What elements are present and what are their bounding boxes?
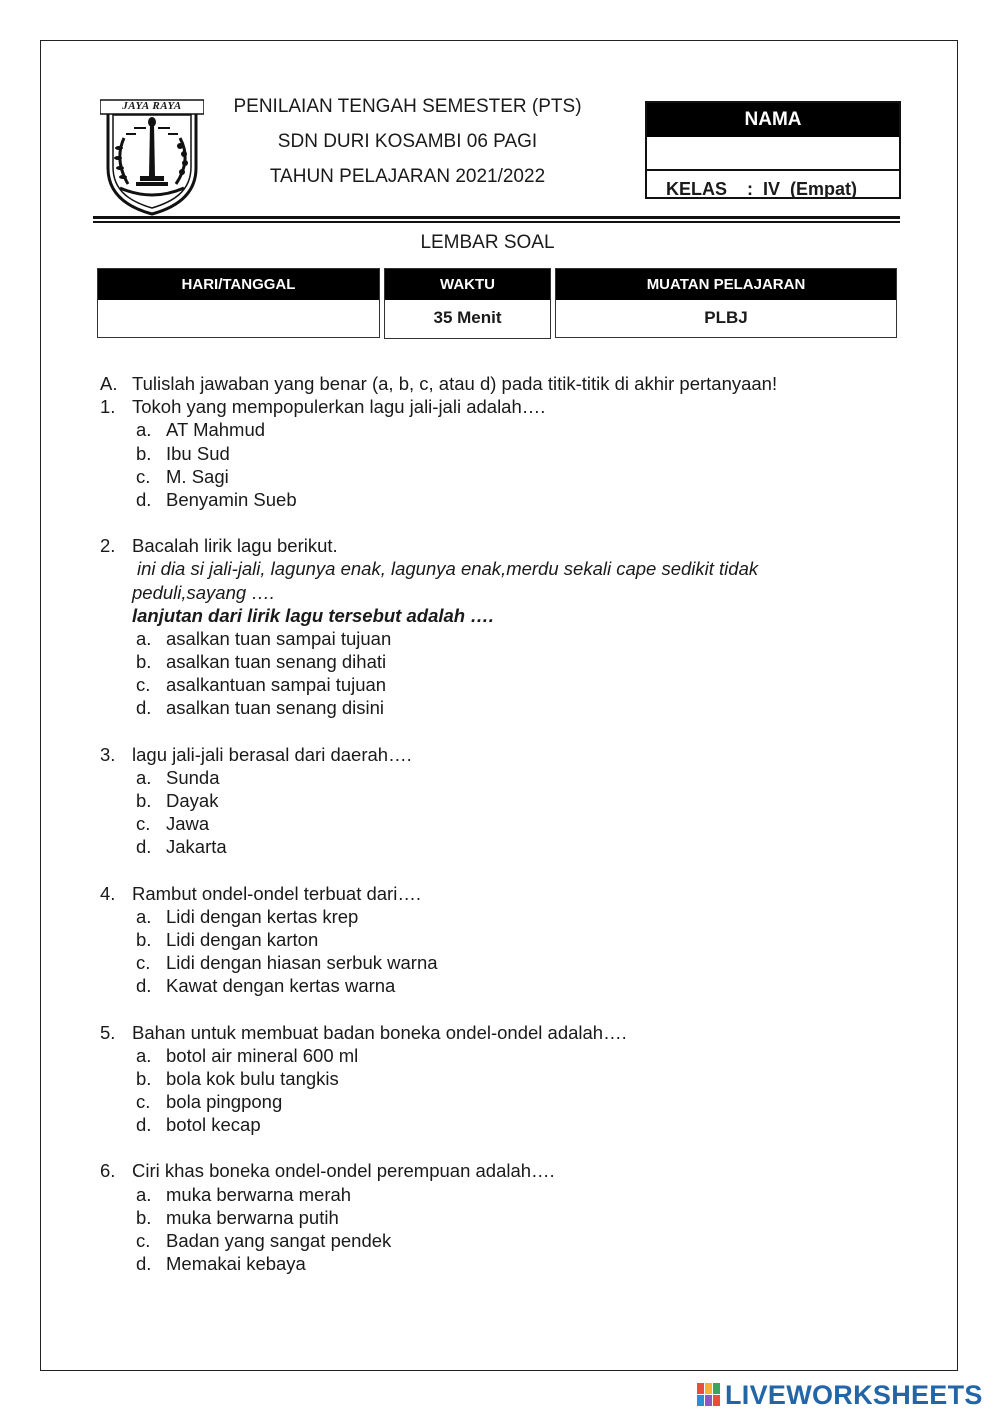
question-prompt: lanjutan dari lirik lagu tersebut adalah …. (132, 604, 494, 626)
option-letter: b. (136, 790, 152, 811)
option-text: Lidi dengan hiasan serbuk warna (166, 952, 438, 974)
date-label: HARI/TANGGAL (98, 269, 379, 300)
option-text: Benyamin Sueb (166, 488, 297, 510)
option-letter: a. (136, 766, 152, 788)
option-letter: a. (136, 627, 152, 649)
option-text: M. Sagi (166, 465, 229, 487)
question-number: 5. (100, 1021, 116, 1043)
question-4 (100, 882, 920, 905)
option-text: asalkan tuan senang disini (166, 697, 385, 719)
option-item[interactable] (100, 789, 920, 812)
jaya-raya-logo (100, 98, 204, 216)
question-text: Ciri khas boneka ondel-ondel perempuan adalah…. (132, 1160, 555, 1182)
option-text: Jawa (166, 813, 210, 835)
exam-title: PENILAIAN TENGAH SEMESTER (PTS) (233, 96, 582, 117)
option-letter: a. (136, 419, 152, 441)
option-text: Lidi dengan karton (166, 928, 319, 950)
option-letter: c. (136, 674, 151, 696)
option-text: Kawat dengan kertas warna (166, 975, 396, 997)
option-letter: d. (136, 1253, 152, 1275)
subject-box (555, 268, 897, 338)
logo-text: JAYA RAYA (122, 100, 182, 112)
subject-value: PLBJ (704, 308, 748, 327)
option-letter: a. (136, 1044, 152, 1066)
question-6 (100, 1159, 920, 1182)
instruction-text: Tulislah jawaban yang benar (a, b, c, atau d) pada titik-titik di akhir pertanyaan! (132, 373, 778, 394)
option-item[interactable] (100, 1252, 920, 1275)
name-box (645, 101, 901, 199)
option-text: bola pingpong (166, 1091, 283, 1113)
name-label: NAMA (647, 103, 899, 137)
option-letter: c. (136, 952, 151, 974)
lyric-line: peduli,sayang …. (132, 581, 275, 603)
option-text: Dayak (166, 790, 219, 811)
class-label: KELAS : IV (Empat) (666, 179, 858, 199)
option-item[interactable] (100, 418, 920, 441)
option-item[interactable] (100, 673, 920, 696)
header-divider (93, 216, 900, 219)
option-letter: d. (136, 1114, 152, 1136)
option-letter: b. (136, 1067, 152, 1089)
question-text: Bacalah lirik lagu berikut. (132, 535, 338, 557)
option-text: Jakarta (166, 836, 227, 858)
option-text: asalkan tuan sampai tujuan (166, 627, 392, 649)
option-letter: b. (136, 442, 152, 464)
option-text: Badan yang sangat pendek (166, 1230, 392, 1251)
option-text: bola kok bulu tangkis (166, 1067, 339, 1089)
header-divider-thin (93, 221, 900, 223)
question-3 (100, 743, 920, 766)
option-text: asalkantuan sampai tujuan (166, 674, 387, 696)
option-text: botol air mineral 600 ml (166, 1044, 359, 1066)
school-name: SDN DURI KOSAMBI 06 PAGI (277, 131, 538, 152)
time-box (384, 268, 551, 339)
option-letter: b. (136, 928, 152, 950)
question-list (100, 372, 920, 1275)
option-text: Sunda (166, 766, 220, 788)
option-item[interactable] (100, 1113, 920, 1136)
option-item[interactable] (100, 1183, 920, 1206)
option-item[interactable] (100, 488, 920, 511)
option-item[interactable] (100, 1044, 920, 1067)
name-field[interactable] (647, 137, 899, 171)
option-text: Ibu Sud (166, 442, 230, 464)
option-letter: d. (136, 836, 152, 858)
question-text: Bahan untuk membuat badan boneka ondel-ondel adalah…. (132, 1021, 627, 1043)
option-item[interactable] (100, 974, 920, 997)
option-text: botol kecap (166, 1114, 261, 1136)
date-box (97, 268, 380, 338)
question-5 (100, 1021, 920, 1044)
option-item[interactable] (100, 442, 920, 465)
option-item[interactable] (100, 835, 920, 858)
option-letter: d. (136, 697, 152, 719)
option-item[interactable] (100, 1229, 920, 1252)
school-header (215, 94, 600, 199)
subject-label: MUATAN PELAJARAN (556, 269, 896, 300)
option-item[interactable] (100, 1206, 920, 1229)
watermark-text: LIVEWORKSHEETS (725, 1380, 983, 1410)
option-letter: a. (136, 1183, 152, 1205)
instruction-marker: A. (100, 373, 118, 394)
question-number: 6. (100, 1160, 116, 1182)
option-text: AT Mahmud (166, 419, 266, 441)
option-text: Lidi dengan kertas krep (166, 905, 359, 927)
option-text: muka berwarna putih (166, 1206, 339, 1228)
option-item[interactable] (100, 1067, 920, 1090)
option-item[interactable] (100, 905, 920, 928)
option-item[interactable] (100, 465, 920, 488)
option-item[interactable] (100, 928, 920, 951)
liveworksheets-watermark (697, 1378, 997, 1412)
option-item[interactable] (100, 627, 920, 650)
question-text: Tokoh yang mempopulerkan lagu jali-jali adalah…. (132, 396, 546, 418)
option-letter: c. (136, 1091, 151, 1113)
question-2 (100, 534, 920, 557)
time-label: WAKTU (385, 269, 550, 300)
instruction (100, 372, 920, 395)
option-letter: a. (136, 905, 152, 927)
question-text: Rambut ondel-ondel terbuat dari…. (132, 882, 421, 904)
lyric-line: ini dia si jali-jali, lagunya enak, lagunya enak,merdu sekali cape sedikit tidak (137, 558, 759, 580)
option-letter: d. (136, 975, 152, 997)
question-number: 1. (100, 396, 116, 418)
option-item[interactable] (100, 812, 920, 835)
option-letter: c. (136, 1230, 151, 1251)
option-letter: b. (136, 651, 152, 673)
option-item[interactable] (100, 1090, 920, 1113)
question-number: 4. (100, 882, 116, 904)
question-number: 2. (100, 535, 116, 557)
option-item[interactable] (100, 766, 920, 789)
option-letter: c. (136, 465, 151, 487)
option-letter: d. (136, 488, 152, 510)
option-letter: c. (136, 813, 151, 835)
option-letter: b. (136, 1206, 152, 1228)
question-1 (100, 395, 920, 418)
question-number: 3. (100, 743, 116, 765)
question-text: lagu jali-jali berasal dari daerah…. (132, 743, 412, 765)
academic-year: TAHUN PELAJARAN 2021/2022 (269, 166, 546, 187)
option-item[interactable] (100, 951, 920, 974)
option-item[interactable] (100, 696, 920, 719)
option-text: asalkan tuan senang dihati (166, 651, 387, 673)
time-value: 35 Menit (433, 308, 502, 327)
option-item[interactable] (100, 650, 920, 673)
option-text: Memakai kebaya (166, 1253, 306, 1275)
liveworksheets-logo-icon (697, 1383, 721, 1407)
option-text: muka berwarna merah (166, 1183, 352, 1205)
sheet-title: LEMBAR SOAL (420, 232, 555, 253)
